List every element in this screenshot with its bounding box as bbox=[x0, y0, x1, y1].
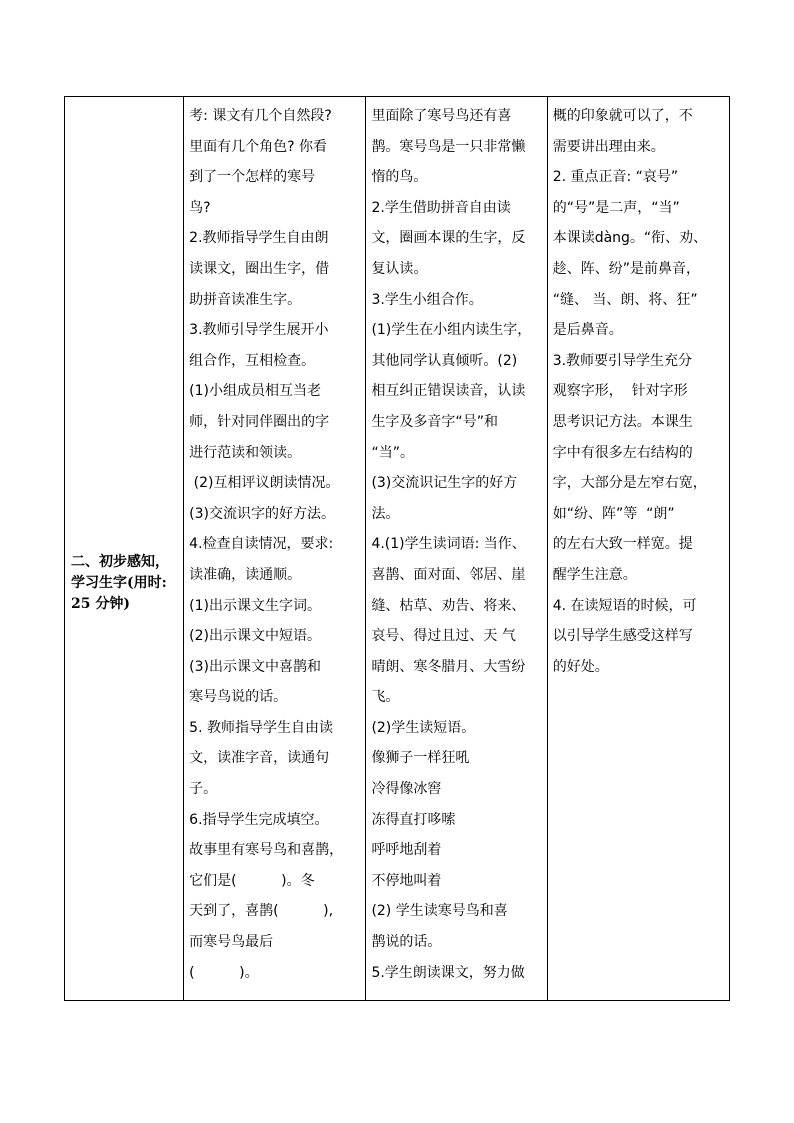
text-line: 6.指导学生完成填空。 bbox=[189, 811, 329, 828]
text-line: 醒学生注意。 bbox=[552, 566, 637, 583]
text-line: 的左右大致一样宽。提 bbox=[552, 536, 693, 553]
text-line: 子。 bbox=[189, 781, 218, 798]
text-line: 相互纠正错误读音，认读 bbox=[371, 383, 526, 400]
text-line: (2)互相评议朗读情况。 bbox=[189, 475, 340, 492]
text-line: (3)交流识字的好方法。 bbox=[189, 505, 336, 522]
text-line: 如“纷、阵”等 “朗” bbox=[552, 505, 675, 522]
text-line: 文，读准字音，读通句 bbox=[189, 750, 330, 767]
text-line: (3)出示课文中喜鹊和 bbox=[189, 658, 322, 675]
text-line: 呼呼地刮着 bbox=[371, 842, 442, 859]
text-line: 读准确，读通顺。 bbox=[189, 566, 302, 583]
text-line: 3.教师要引导学生充分 bbox=[552, 352, 693, 369]
text-line: 的好处。 bbox=[552, 658, 609, 675]
design-intent-cell bbox=[547, 97, 729, 1001]
text-line: 2.教师指导学生自由朗 bbox=[189, 230, 329, 247]
text-line: (1)学生在小组内读生字， bbox=[371, 322, 532, 339]
student-activity-text bbox=[366, 97, 546, 988]
text-line: 像狮子一样狂吼 bbox=[371, 750, 470, 767]
text-line: 5.学生朗读课文，努力做 bbox=[371, 964, 525, 981]
text-line: “当”。 bbox=[371, 444, 414, 461]
text-line: 鹊说的话。 bbox=[371, 934, 442, 951]
text-line: 概的印象就可以了，不 bbox=[552, 108, 693, 124]
text-line: 惰的鸟。 bbox=[371, 169, 428, 186]
text-line: 本课读dàng。“衔、劝、 bbox=[552, 230, 708, 247]
text-line: 观察字形， 针对字形 bbox=[552, 383, 688, 400]
text-line: 生字及多音字“号”和 bbox=[371, 413, 498, 430]
text-line: 鹊。寒号鸟是一只非常懒 bbox=[371, 138, 526, 155]
lesson-plan-table bbox=[64, 96, 730, 1001]
text-line: 缝、枯草、劝告、将来、 bbox=[371, 597, 526, 614]
text-line: 鸟? bbox=[189, 199, 211, 216]
table-row bbox=[65, 97, 730, 1001]
text-line: 里面除了寒号鸟还有喜 bbox=[371, 108, 512, 124]
text-line: (2) 学生读寒号鸟和喜 bbox=[371, 903, 508, 920]
text-line: 趁、阵、纷”是前鼻音， bbox=[552, 260, 700, 277]
text-line: (1)小组成员相互当老 bbox=[189, 383, 322, 400]
stage-label: 二、初步感知， 学习生字(用时: 25 分钟) bbox=[71, 554, 169, 612]
text-line: 读课文，圈出生字，借 bbox=[189, 260, 330, 277]
text-line: 2.学生借助拼音自由读 bbox=[371, 199, 511, 216]
text-line: 助拼音读准生字。 bbox=[189, 291, 302, 308]
text-line: 进行范读和领读。 bbox=[189, 444, 302, 461]
text-line: 里面有几个角色? 你看 bbox=[189, 138, 328, 155]
text-line: 2. 重点正音: “哀号” bbox=[552, 169, 679, 186]
text-line: 其他同学认真倾听。(2) bbox=[371, 352, 518, 369]
text-line: 到了一个怎样的寒号 bbox=[189, 169, 316, 186]
text-line: 不停地叫着 bbox=[371, 872, 442, 889]
text-line: 的“号”是二声，“当” bbox=[552, 199, 680, 216]
text-line: 需要讲出理由来。 bbox=[552, 138, 665, 155]
teacher-activity-cell bbox=[184, 97, 366, 1001]
text-line: 4.(1)学生读词语: 当作、 bbox=[371, 536, 526, 553]
text-line: 晴朗、寒冬腊月、大雪纷 bbox=[371, 658, 526, 675]
text-line: 4.检查自读情况，要求: bbox=[189, 536, 334, 553]
text-line: ( )。 bbox=[189, 964, 259, 981]
text-line: 复认读。 bbox=[371, 260, 428, 277]
text-line: 飞。 bbox=[371, 689, 400, 706]
text-line: (2)出示课文中短语。 bbox=[189, 628, 322, 645]
text-line: 文，圈画本课的生字，反 bbox=[371, 230, 526, 247]
text-line: (1)出示课文生字词。 bbox=[189, 597, 322, 614]
text-line: 寒号鸟说的话。 bbox=[189, 689, 288, 706]
text-line: (3)交流识记生字的好方 bbox=[371, 475, 518, 492]
text-line: 3.学生小组合作。 bbox=[371, 291, 483, 308]
text-line: 冻得直打哆嗦 bbox=[371, 811, 456, 828]
text-line: 它们是( )。冬 bbox=[189, 872, 315, 889]
stage-cell bbox=[65, 97, 184, 1001]
text-line: 师，针对同伴圈出的字 bbox=[189, 413, 330, 430]
text-line: 3.教师引导学生展开小 bbox=[189, 322, 329, 339]
text-line: 而寒号鸟最后 bbox=[189, 934, 274, 951]
text-line: 思考识记方法。本课生 bbox=[552, 413, 693, 430]
text-line: 字，大部分是左窄右宽， bbox=[552, 475, 707, 492]
text-line: 是后鼻音。 bbox=[552, 322, 623, 339]
text-line: 组合作，互相检查。 bbox=[189, 352, 316, 369]
text-line: 故事里有寒号鸟和喜鹊， bbox=[189, 842, 344, 859]
text-line: 以引导学生感受这样写 bbox=[552, 628, 693, 645]
text-line: 天到了，喜鹊( ), bbox=[189, 903, 334, 920]
text-line: 喜鹊、面对面、邻居、崖 bbox=[371, 566, 526, 583]
design-intent-text bbox=[548, 97, 729, 682]
text-line: (2)学生读短语。 bbox=[371, 719, 476, 736]
text-line: 字中有很多左右结构的 bbox=[552, 444, 693, 461]
text-line: 法。 bbox=[371, 505, 400, 522]
student-activity-cell bbox=[366, 97, 547, 1001]
teacher-activity-text bbox=[184, 97, 365, 988]
text-line: 5. 教师指导学生自由读 bbox=[189, 719, 333, 736]
text-line: 哀号、得过且过、天 气 bbox=[371, 628, 516, 645]
text-line: 4. 在读短语的时候，可 bbox=[552, 597, 697, 614]
text-line: 冷得像冰窖 bbox=[371, 781, 442, 798]
text-line: “缝、 当、朗、将、狂” bbox=[552, 291, 698, 308]
text-line: 考: 课文有几个自然段? bbox=[189, 108, 332, 124]
